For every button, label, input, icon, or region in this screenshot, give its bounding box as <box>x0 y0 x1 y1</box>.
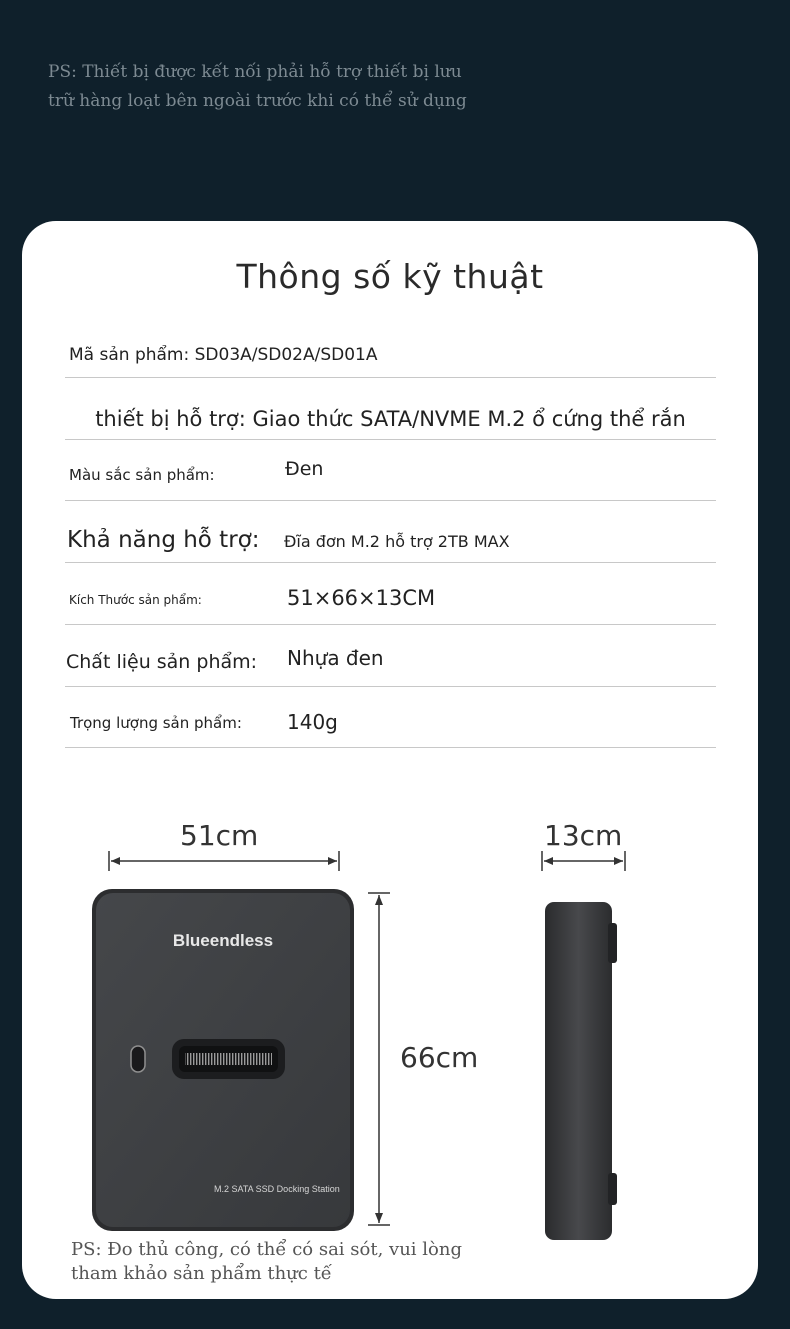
capacity-value: Đĩa đơn M.2 hỗ trợ 2TB MAX <box>284 532 510 551</box>
top-note <box>48 58 528 116</box>
product-illustration <box>22 221 758 1299</box>
device-caption-label: M.2 SATA SSD Docking Station <box>214 1184 340 1194</box>
depth-dimension-label: 13cm <box>544 819 623 852</box>
weight-label: Trọng lượng sản phẩm: <box>70 714 242 732</box>
color-value: Đen <box>285 458 324 480</box>
model-text: Mã sản phẩm: SD03A/SD02A/SD01A <box>69 345 378 365</box>
device-brand-label: Blueendless <box>172 931 274 950</box>
width-dimension-label: 51cm <box>180 819 259 852</box>
top-note-line-2: trữ hàng loạt bên ngoài trước khi có thể sử dụng <box>48 91 467 111</box>
size-value: 51×66×13CM <box>287 586 436 610</box>
material-label: Chất liệu sản phẩm: <box>66 651 258 673</box>
height-dimension-arrow <box>368 893 390 1225</box>
device-side-view <box>545 902 617 1240</box>
top-note-line-1: PS: Thiết bị được kết nối phải hỗ trợ thiết bị lưu <box>48 62 462 82</box>
bottom-note-line-2: tham khảo sản phẩm thực tế <box>71 1263 332 1284</box>
color-label: Màu sắc sản phẩm: <box>69 466 215 484</box>
height-dimension-label: 66cm <box>400 1041 479 1074</box>
spec-card <box>22 221 758 1299</box>
weight-value: 140g <box>287 710 338 734</box>
material-value: Nhựa đen <box>287 646 384 670</box>
size-label: Kích Thước sản phẩm: <box>69 593 202 607</box>
support-devices-text: thiết bị hỗ trợ: Giao thức SATA/NVME M.2 ổ cứng thể rắn <box>95 407 686 431</box>
spec-title: Thông số kỹ thuật <box>236 257 544 296</box>
bottom-note <box>71 1238 531 1286</box>
capacity-label: Khả năng hỗ trợ: <box>67 527 260 553</box>
width-dimension-arrow <box>109 851 339 871</box>
bottom-note-line-1: PS: Đo thủ công, có thể có sai sót, vui lòng <box>71 1239 462 1260</box>
depth-dimension-arrow <box>542 851 625 871</box>
